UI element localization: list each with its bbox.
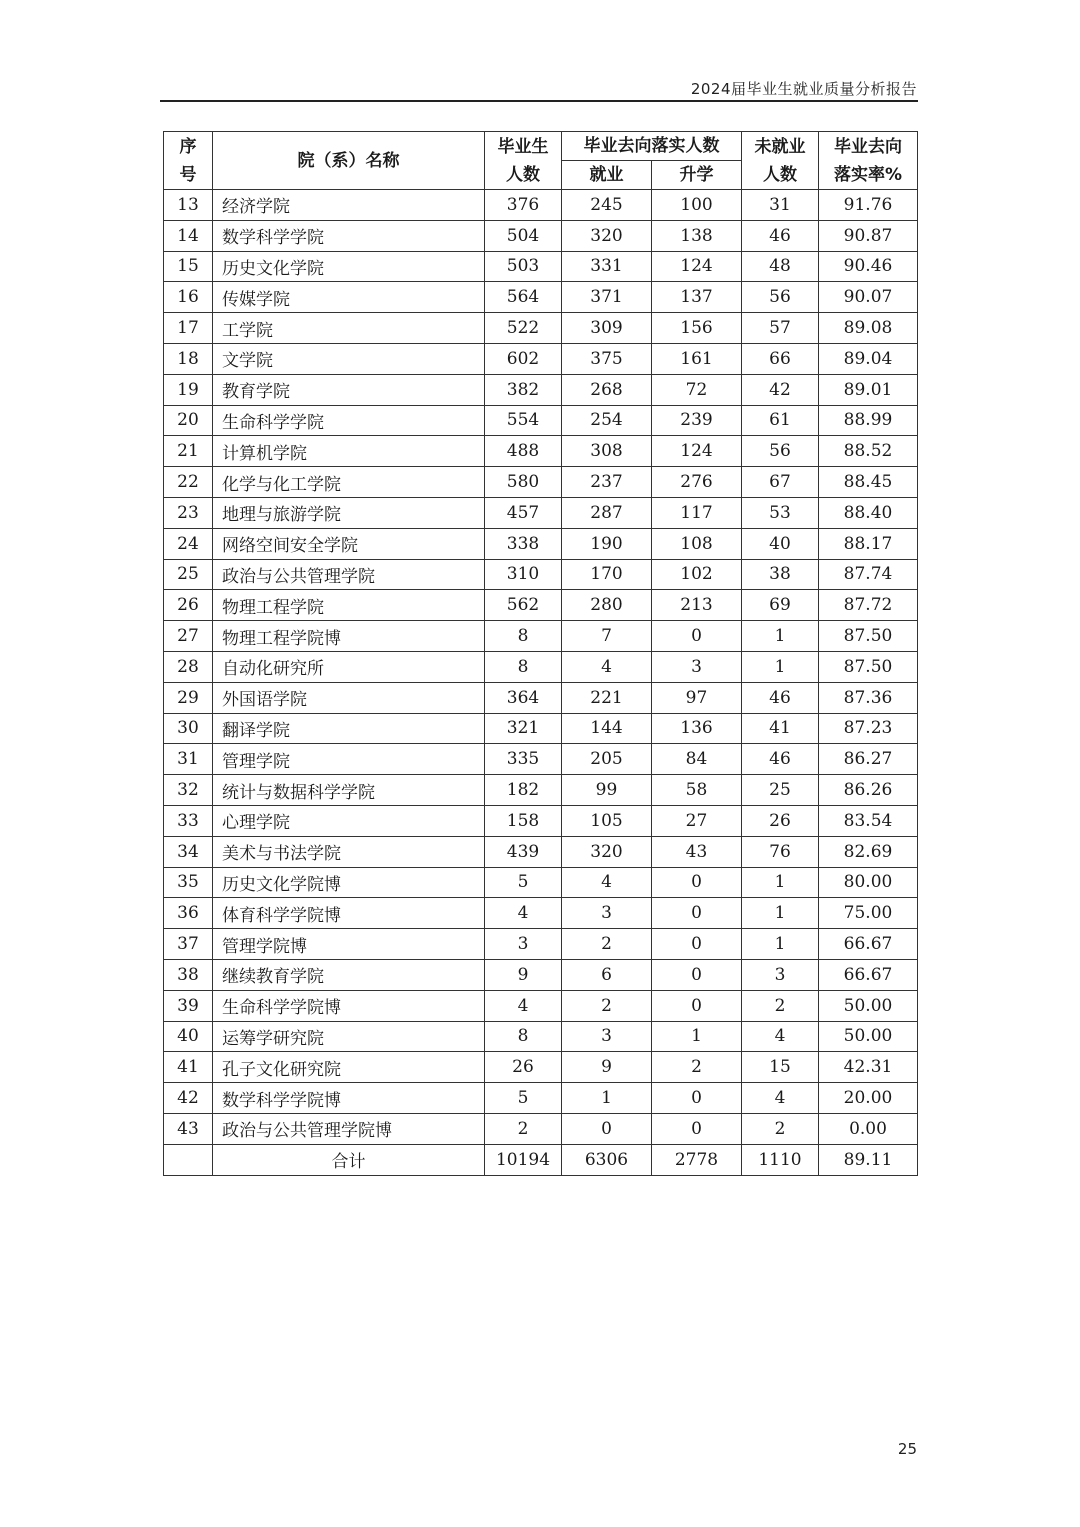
table-row (164, 836, 918, 867)
rate-cell: 87.50 (819, 621, 918, 652)
table-row (164, 744, 918, 775)
seq-cell: 41 (164, 1052, 213, 1083)
rate-cell: 87.23 (819, 713, 918, 744)
rate-cell: 66.67 (819, 959, 918, 990)
name-cell: 工学院 (213, 313, 485, 344)
unemployed-cell: 40 (742, 528, 819, 559)
further-study-cell: 108 (652, 528, 742, 559)
seq-cell: 26 (164, 590, 213, 621)
further-study-cell: 3 (652, 651, 742, 682)
name-cell: 政治与公共管理学院博 (213, 1113, 485, 1144)
rate-cell: 89.08 (819, 313, 918, 344)
unemployed-cell: 53 (742, 497, 819, 528)
further-study-cell: 0 (652, 1083, 742, 1114)
further-study-cell: 136 (652, 713, 742, 744)
further-study-cell: 43 (652, 836, 742, 867)
report-header-title: 2024届毕业生就业质量分析报告 (690, 80, 917, 98)
employed-cell: 309 (562, 313, 652, 344)
name-cell: 历史文化学院博 (213, 867, 485, 898)
employed-cell: 331 (562, 251, 652, 282)
page-number: 25 (897, 1440, 917, 1458)
header-unemployed (742, 132, 819, 190)
unemployed-cell: 46 (742, 682, 819, 713)
seq-cell: 14 (164, 220, 213, 251)
employed-cell: 254 (562, 405, 652, 436)
total-grads-cell: 10194 (485, 1144, 562, 1175)
name-cell: 物理工程学院博 (213, 621, 485, 652)
further-study-cell: 156 (652, 313, 742, 344)
unemployed-cell: 1 (742, 898, 819, 929)
seq-cell: 33 (164, 805, 213, 836)
grads-cell: 335 (485, 744, 562, 775)
total-rate-cell: 89.11 (819, 1144, 918, 1175)
further-study-cell: 1 (652, 1021, 742, 1052)
header-grads-line2: 人数 (506, 164, 540, 185)
name-cell: 生命科学学院博 (213, 990, 485, 1021)
employed-cell: 190 (562, 528, 652, 559)
seq-cell: 23 (164, 497, 213, 528)
total-employed-cell: 6306 (562, 1144, 652, 1175)
employed-cell: 105 (562, 805, 652, 836)
rate-cell: 88.17 (819, 528, 918, 559)
rate-cell: 90.46 (819, 251, 918, 282)
further-study-cell: 2 (652, 1052, 742, 1083)
employed-cell: 7 (562, 621, 652, 652)
table-row (164, 1052, 918, 1083)
rate-cell: 66.67 (819, 929, 918, 960)
further-study-cell: 0 (652, 867, 742, 898)
further-study-cell: 161 (652, 343, 742, 374)
grads-cell: 8 (485, 1021, 562, 1052)
further-study-cell: 102 (652, 559, 742, 590)
grads-cell: 504 (485, 220, 562, 251)
employed-cell: 1 (562, 1083, 652, 1114)
table-row (164, 775, 918, 806)
name-cell: 数学科学学院博 (213, 1083, 485, 1114)
further-study-cell: 213 (652, 590, 742, 621)
employed-cell: 245 (562, 190, 652, 221)
table-row (164, 867, 918, 898)
table-row (164, 621, 918, 652)
unemployed-cell: 26 (742, 805, 819, 836)
placement-rate-table (163, 131, 918, 1176)
header-employed: 就业 (562, 161, 652, 190)
further-study-cell: 27 (652, 805, 742, 836)
name-cell: 网络空间安全学院 (213, 528, 485, 559)
seq-cell: 25 (164, 559, 213, 590)
name-cell: 美术与书法学院 (213, 836, 485, 867)
table-row (164, 959, 918, 990)
grads-cell: 564 (485, 282, 562, 313)
unemployed-cell: 1 (742, 867, 819, 898)
header-unemployed-line2: 人数 (763, 164, 797, 185)
table-row (164, 590, 918, 621)
grads-cell: 602 (485, 343, 562, 374)
unemployed-cell: 61 (742, 405, 819, 436)
table-row (164, 343, 918, 374)
further-study-cell: 124 (652, 436, 742, 467)
further-study-cell: 84 (652, 744, 742, 775)
unemployed-cell: 4 (742, 1021, 819, 1052)
employed-cell: 375 (562, 343, 652, 374)
unemployed-cell: 4 (742, 1083, 819, 1114)
seq-cell: 40 (164, 1021, 213, 1052)
employed-cell: 2 (562, 929, 652, 960)
grads-cell: 382 (485, 374, 562, 405)
rate-cell: 90.87 (819, 220, 918, 251)
employed-cell: 9 (562, 1052, 652, 1083)
seq-cell: 32 (164, 775, 213, 806)
seq-cell: 13 (164, 190, 213, 221)
table-row (164, 1083, 918, 1114)
employed-cell: 6 (562, 959, 652, 990)
grads-cell: 488 (485, 436, 562, 467)
employed-cell: 99 (562, 775, 652, 806)
table-row (164, 220, 918, 251)
further-study-cell: 0 (652, 1113, 742, 1144)
grads-cell: 5 (485, 1083, 562, 1114)
employed-cell: 371 (562, 282, 652, 313)
further-study-cell: 58 (652, 775, 742, 806)
seq-cell: 34 (164, 836, 213, 867)
rate-cell: 20.00 (819, 1083, 918, 1114)
further-study-cell: 0 (652, 621, 742, 652)
rate-cell: 88.45 (819, 467, 918, 498)
employed-cell: 320 (562, 836, 652, 867)
rate-cell: 42.31 (819, 1052, 918, 1083)
grads-cell: 9 (485, 959, 562, 990)
table-row (164, 405, 918, 436)
seq-cell: 29 (164, 682, 213, 713)
employed-cell: 3 (562, 1021, 652, 1052)
employed-cell: 308 (562, 436, 652, 467)
grads-cell: 554 (485, 405, 562, 436)
grads-cell: 457 (485, 497, 562, 528)
table-row (164, 651, 918, 682)
seq-cell: 17 (164, 313, 213, 344)
header-placed-group: 毕业去向落实人数 (562, 132, 742, 161)
name-cell: 心理学院 (213, 805, 485, 836)
seq-cell: 36 (164, 898, 213, 929)
seq-cell: 24 (164, 528, 213, 559)
unemployed-cell: 42 (742, 374, 819, 405)
name-cell: 物理工程学院 (213, 590, 485, 621)
table-header (164, 132, 918, 190)
name-cell: 地理与旅游学院 (213, 497, 485, 528)
rate-cell: 87.50 (819, 651, 918, 682)
rate-cell: 86.26 (819, 775, 918, 806)
employed-cell: 205 (562, 744, 652, 775)
employed-cell: 2 (562, 990, 652, 1021)
seq-cell: 35 (164, 867, 213, 898)
table-row (164, 713, 918, 744)
rate-cell: 83.54 (819, 805, 918, 836)
seq-cell: 43 (164, 1113, 213, 1144)
grads-cell: 2 (485, 1113, 562, 1144)
seq-cell: 16 (164, 282, 213, 313)
employed-cell: 4 (562, 651, 652, 682)
table-row (164, 990, 918, 1021)
rate-cell: 90.07 (819, 282, 918, 313)
unemployed-cell: 46 (742, 744, 819, 775)
unemployed-cell: 56 (742, 436, 819, 467)
grads-cell: 310 (485, 559, 562, 590)
header-unemployed-line1: 未就业 (754, 136, 806, 157)
total-further-study-cell: 2778 (652, 1144, 742, 1175)
unemployed-cell: 76 (742, 836, 819, 867)
employed-cell: 237 (562, 467, 652, 498)
rate-cell: 91.76 (819, 190, 918, 221)
employed-cell: 280 (562, 590, 652, 621)
rate-cell: 75.00 (819, 898, 918, 929)
seq-cell: 39 (164, 990, 213, 1021)
header-seq (164, 132, 213, 190)
table-row (164, 436, 918, 467)
name-cell: 孔子文化研究院 (213, 1052, 485, 1083)
rate-cell: 0.00 (819, 1113, 918, 1144)
name-cell: 统计与数据科学学院 (213, 775, 485, 806)
further-study-cell: 0 (652, 959, 742, 990)
rate-cell: 50.00 (819, 990, 918, 1021)
header-rate-line1: 毕业去向 (834, 136, 902, 157)
unemployed-cell: 2 (742, 990, 819, 1021)
name-cell: 计算机学院 (213, 436, 485, 467)
seq-cell: 42 (164, 1083, 213, 1114)
grads-cell: 338 (485, 528, 562, 559)
name-cell: 生命科学学院 (213, 405, 485, 436)
name-cell: 管理学院 (213, 744, 485, 775)
total-label-cell: 合计 (213, 1144, 485, 1175)
grads-cell: 321 (485, 713, 562, 744)
seq-cell: 22 (164, 467, 213, 498)
grads-cell: 364 (485, 682, 562, 713)
name-cell: 管理学院博 (213, 929, 485, 960)
unemployed-cell: 56 (742, 282, 819, 313)
employed-cell: 4 (562, 867, 652, 898)
unemployed-cell: 25 (742, 775, 819, 806)
header-rate (819, 132, 918, 190)
name-cell: 文学院 (213, 343, 485, 374)
further-study-cell: 117 (652, 497, 742, 528)
name-cell: 经济学院 (213, 190, 485, 221)
seq-cell: 37 (164, 929, 213, 960)
further-study-cell: 239 (652, 405, 742, 436)
seq-cell: 19 (164, 374, 213, 405)
grads-cell: 4 (485, 898, 562, 929)
name-cell: 自动化研究所 (213, 651, 485, 682)
unemployed-cell: 38 (742, 559, 819, 590)
employed-cell: 287 (562, 497, 652, 528)
seq-cell: 30 (164, 713, 213, 744)
seq-cell: 15 (164, 251, 213, 282)
table-row (164, 559, 918, 590)
grads-cell: 182 (485, 775, 562, 806)
seq-cell: 21 (164, 436, 213, 467)
table-row (164, 190, 918, 221)
table-row (164, 282, 918, 313)
header-seq-line2: 号 (179, 164, 197, 185)
grads-cell: 580 (485, 467, 562, 498)
unemployed-cell: 46 (742, 220, 819, 251)
grads-cell: 8 (485, 621, 562, 652)
grads-cell: 158 (485, 805, 562, 836)
table-body (164, 190, 918, 1145)
header-divider (160, 100, 918, 102)
name-cell: 政治与公共管理学院 (213, 559, 485, 590)
rate-cell: 50.00 (819, 1021, 918, 1052)
grads-cell: 3 (485, 929, 562, 960)
rate-cell: 82.69 (819, 836, 918, 867)
name-cell: 体育科学学院博 (213, 898, 485, 929)
header-name: 院（系）名称 (213, 132, 485, 190)
unemployed-cell: 48 (742, 251, 819, 282)
name-cell: 化学与化工学院 (213, 467, 485, 498)
grads-cell: 8 (485, 651, 562, 682)
rate-cell: 88.40 (819, 497, 918, 528)
total-row (164, 1144, 918, 1175)
rate-cell: 89.04 (819, 343, 918, 374)
rate-cell: 80.00 (819, 867, 918, 898)
grads-cell: 522 (485, 313, 562, 344)
employed-cell: 170 (562, 559, 652, 590)
employed-cell: 0 (562, 1113, 652, 1144)
employed-cell: 3 (562, 898, 652, 929)
header-seq-line1: 序 (179, 136, 197, 157)
seq-cell: 20 (164, 405, 213, 436)
table-row (164, 528, 918, 559)
rate-cell: 88.99 (819, 405, 918, 436)
name-cell: 教育学院 (213, 374, 485, 405)
name-cell: 继续教育学院 (213, 959, 485, 990)
name-cell: 运筹学研究院 (213, 1021, 485, 1052)
grads-cell: 4 (485, 990, 562, 1021)
header-grads-line1: 毕业生 (497, 136, 549, 157)
table-row (164, 805, 918, 836)
name-cell: 翻译学院 (213, 713, 485, 744)
table-row (164, 1113, 918, 1144)
further-study-cell: 0 (652, 929, 742, 960)
rate-cell: 87.74 (819, 559, 918, 590)
seq-cell: 28 (164, 651, 213, 682)
grads-cell: 503 (485, 251, 562, 282)
seq-cell: 27 (164, 621, 213, 652)
name-cell: 历史文化学院 (213, 251, 485, 282)
further-study-cell: 0 (652, 898, 742, 929)
further-study-cell: 97 (652, 682, 742, 713)
total-seq-cell (164, 1144, 213, 1175)
grads-cell: 439 (485, 836, 562, 867)
unemployed-cell: 66 (742, 343, 819, 374)
further-study-cell: 124 (652, 251, 742, 282)
unemployed-cell: 41 (742, 713, 819, 744)
further-study-cell: 276 (652, 467, 742, 498)
header-rate-line2: 落实率% (833, 164, 903, 185)
table-row (164, 313, 918, 344)
table-row (164, 251, 918, 282)
rate-cell: 88.52 (819, 436, 918, 467)
name-cell: 数学科学学院 (213, 220, 485, 251)
employed-cell: 268 (562, 374, 652, 405)
table-row (164, 1021, 918, 1052)
total-unemployed-cell: 1110 (742, 1144, 819, 1175)
seq-cell: 18 (164, 343, 213, 374)
further-study-cell: 100 (652, 190, 742, 221)
name-cell: 传媒学院 (213, 282, 485, 313)
rate-cell: 89.01 (819, 374, 918, 405)
unemployed-cell: 57 (742, 313, 819, 344)
seq-cell: 31 (164, 744, 213, 775)
rate-cell: 87.72 (819, 590, 918, 621)
unemployed-cell: 1 (742, 929, 819, 960)
unemployed-cell: 69 (742, 590, 819, 621)
rate-cell: 87.36 (819, 682, 918, 713)
header-further-study: 升学 (652, 161, 742, 190)
employed-cell: 221 (562, 682, 652, 713)
unemployed-cell: 3 (742, 959, 819, 990)
unemployed-cell: 67 (742, 467, 819, 498)
table-row (164, 682, 918, 713)
rate-cell: 86.27 (819, 744, 918, 775)
grads-cell: 562 (485, 590, 562, 621)
table-row (164, 929, 918, 960)
employed-cell: 144 (562, 713, 652, 744)
table-row (164, 374, 918, 405)
unemployed-cell: 2 (742, 1113, 819, 1144)
table-row (164, 898, 918, 929)
seq-cell: 38 (164, 959, 213, 990)
further-study-cell: 138 (652, 220, 742, 251)
table-footer (164, 1144, 918, 1175)
further-study-cell: 72 (652, 374, 742, 405)
unemployed-cell: 1 (742, 651, 819, 682)
unemployed-cell: 1 (742, 621, 819, 652)
header-grads (485, 132, 562, 190)
grads-cell: 26 (485, 1052, 562, 1083)
employed-cell: 320 (562, 220, 652, 251)
further-study-cell: 0 (652, 990, 742, 1021)
grads-cell: 5 (485, 867, 562, 898)
grads-cell: 376 (485, 190, 562, 221)
table-row (164, 497, 918, 528)
further-study-cell: 137 (652, 282, 742, 313)
name-cell: 外国语学院 (213, 682, 485, 713)
unemployed-cell: 31 (742, 190, 819, 221)
unemployed-cell: 15 (742, 1052, 819, 1083)
table-row (164, 467, 918, 498)
